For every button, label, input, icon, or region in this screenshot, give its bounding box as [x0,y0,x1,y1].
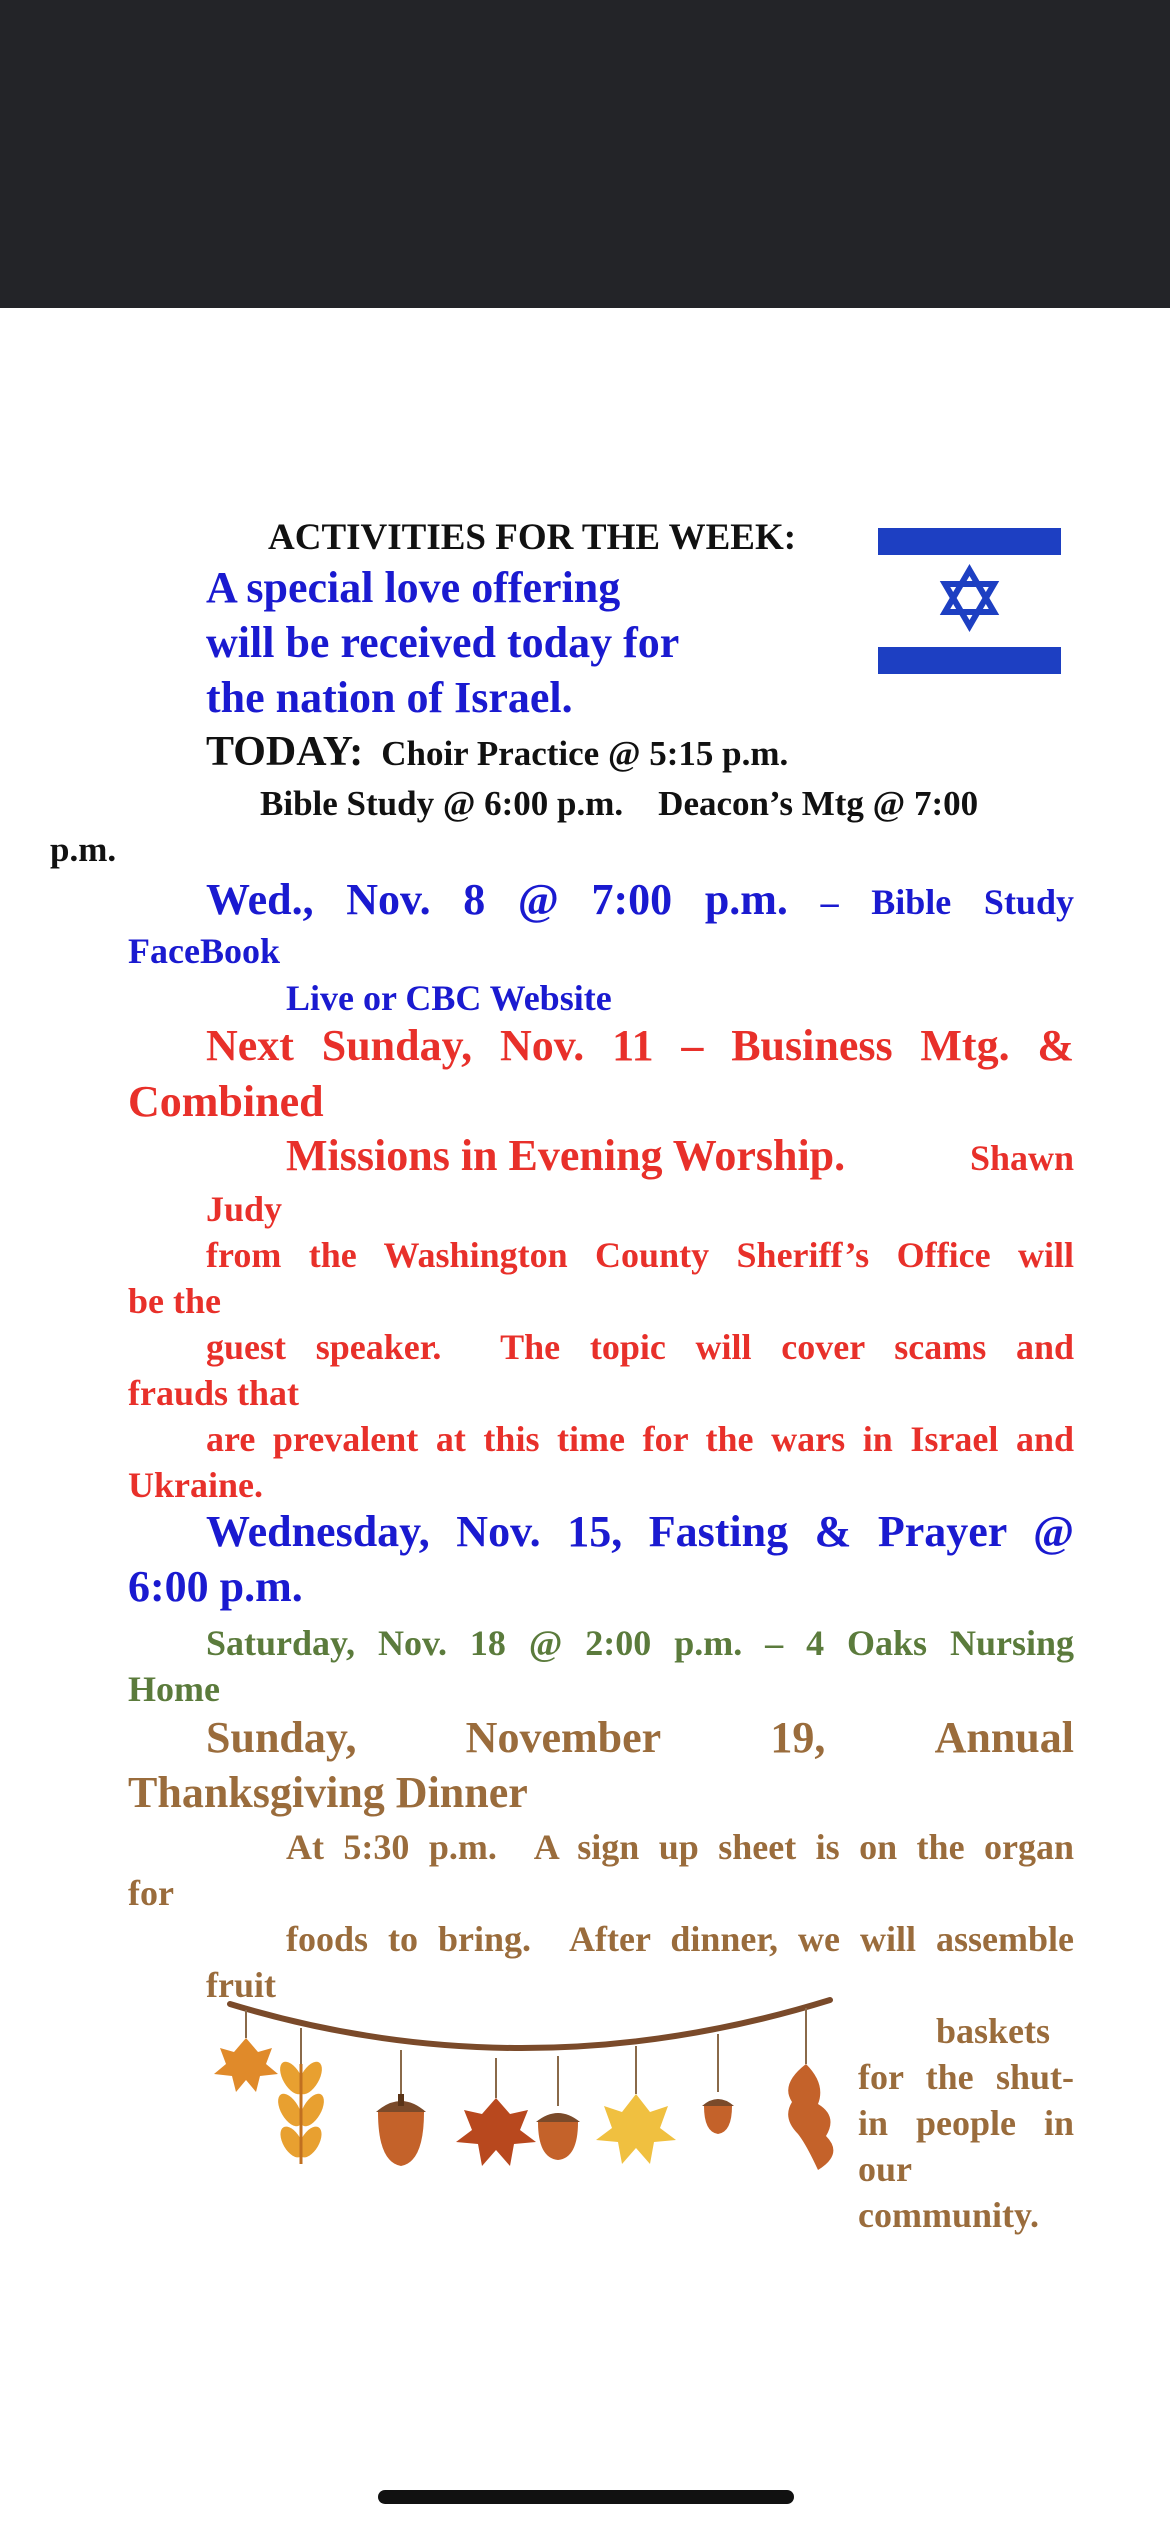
sheriff-office-continuation: be the [128,1281,221,1321]
prevalent-continuation: Ukraine. [128,1465,263,1505]
bible-study-deacon-text: Bible Study @ 6:00 p.m. Deacon’s Mtg @ 7:00 [260,784,979,823]
wed-word: Bible [871,882,952,922]
israel-flag-icon [878,528,1061,674]
thanksgiving-line-2: Thanksgiving Dinner [128,1768,528,1817]
wed-word: Wed., [206,875,314,924]
next-sunday-line-1: Next Sunday, Nov. 11 – Business Mtg. & [206,1021,1074,1070]
people-text: in people in [858,2103,1074,2143]
today-continuation: p.m. [50,830,117,869]
offering-line-1: A special love offering [206,563,621,612]
guest-speaker-text: guest speaker. The topic will cover scams and [206,1327,1074,1367]
wed-dash: – [820,882,839,922]
today-label: TODAY: [206,729,364,775]
guest-speaker-continuation: frauds that [128,1373,300,1413]
home-indicator[interactable] [378,2490,794,2504]
prevalent-text: are prevalent at this time for the wars in Israel and [206,1419,1074,1459]
offering-line-3: the nation of Israel. [206,673,573,722]
our-text: our [858,2149,912,2189]
shut-in-text: for the shut- [858,2057,1074,2097]
offering-line-2: will be received today for [206,618,680,667]
sign-up-sheet-continuation: for [128,1873,174,1913]
fasting-prayer-line-2: 6:00 p.m. [128,1562,303,1611]
page-title: ACTIVITIES FOR THE WEEK: [268,517,797,558]
thanksgiving-line-1 [206,1712,1074,1763]
next-sunday-line-2: Combined [128,1077,324,1126]
saturday-nursing-home-line-1: Saturday, Nov. 18 @ 2:00 p.m. – 4 Oaks Nursing [206,1623,1074,1663]
speaker-first-name: Shawn [969,1138,1074,1178]
thanksgiving-word: 19, [770,1713,826,1762]
autumn-leaves-garland-icon [206,1994,846,2214]
baskets-text: baskets [936,2011,1051,2051]
facebook-text: FaceBook [128,931,280,971]
thanksgiving-word: Annual [934,1713,1074,1762]
wed-word: Nov. [346,875,431,924]
wednesday-nov-8-line [206,874,1074,925]
live-website-text: Live or CBC Website [286,978,612,1018]
wed-word: @ [517,875,559,924]
fasting-prayer-line-1: Wednesday, Nov. 15, Fasting & Prayer @ [206,1507,1074,1556]
wed-word: 7:00 [591,875,673,924]
wed-word: p.m. [704,875,788,924]
sign-up-sheet-text: At 5:30 p.m. A sign up sheet is on the organ [286,1827,1074,1867]
community-text: community. [858,2195,1040,2235]
top-dark-bar [0,0,1170,308]
missions-text: Missions in Evening Worship. [286,1131,846,1180]
thanksgiving-word: November [465,1713,662,1762]
thanksgiving-word: Sunday, [206,1713,357,1762]
wed-word: 8 [463,875,486,924]
wed-word: Study [983,882,1074,922]
foods-to-bring-text: foods to bring. After dinner, we will assemble [286,1919,1074,1959]
speaker-last-name: Judy [206,1189,283,1229]
choir-practice-text: Choir Practice @ 5:15 p.m. [381,734,789,773]
sheriff-office-text: from the Washington County Sheriff’s Office will [206,1235,1074,1275]
today-line [206,728,788,776]
saturday-nursing-home-line-2: Home [128,1669,220,1709]
next-sunday-line-3 [286,1130,1074,1181]
foods-to-bring-continuation: fruit [206,1965,276,2005]
